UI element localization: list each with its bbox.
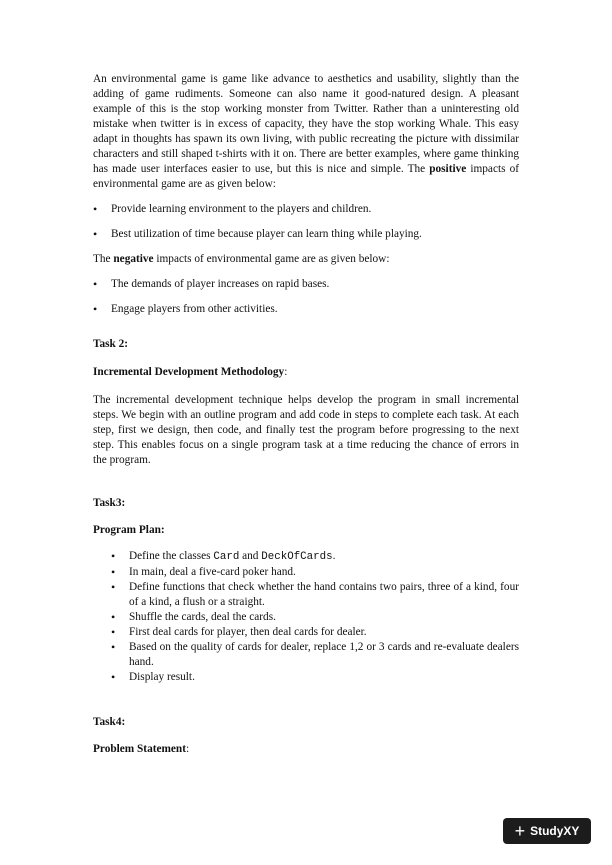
plan-item-suffix: .	[332, 550, 336, 562]
plus-icon: +	[514, 821, 526, 841]
studyxy-logo[interactable]	[503, 818, 591, 844]
task2-subheading-text: Incremental Development Methodology	[93, 366, 285, 378]
negative-intro-start: The	[93, 253, 114, 265]
task4-subheading	[93, 742, 519, 757]
task3-heading: Task3:	[93, 497, 126, 509]
list-item: • Display result.	[111, 670, 519, 685]
list-item: • Best utilization of time because player can learn thing while playing.	[93, 227, 519, 242]
task4-colon: :	[185, 743, 190, 755]
list-item: • Based on the quality of cards for dealer, replace 1,2 or 3 cards and re-evaluate dealers hand.	[111, 640, 519, 670]
plan-item-mid: and	[239, 550, 262, 562]
task4-heading: Task4:	[93, 716, 126, 728]
program-plan-list	[93, 549, 519, 685]
positive-bold: positive	[429, 163, 467, 175]
negative-intro-end: impacts of environmental game are as given below:	[153, 253, 390, 265]
intro-paragraph	[93, 72, 519, 192]
code-card: Card	[213, 551, 240, 563]
list-item	[111, 549, 519, 565]
list-item: • In main, deal a five-card poker hand.	[111, 565, 519, 580]
list-item: • Provide learning environment to the players and children.	[93, 202, 519, 217]
intro-text: An environmental game is game like advance to aesthetics and usability, slightly than the adding of game rudiments. Someone can also name it good-natured design. A pleasant example of this is the stop working monster from Twitter. Rather than a uninteresting old mistake when twitter is in excess of capacity, they have the stop working Whale. This easy adapt in thoughts has spawn its own living, with public recreating the picture with dissimilar characters and still shaped t-shirts with it on. There are better examples, where game thinking has made user interfaces easier to use, but this is nice and simple. The	[93, 73, 519, 175]
task2-heading: Task 2:	[93, 338, 129, 350]
list-item: • Shuffle the cards, deal the cards.	[111, 610, 519, 625]
document-page	[93, 72, 519, 757]
task4-subheading-text: Problem Statement	[93, 743, 186, 755]
list-item: • Engage players from other activities.	[93, 302, 519, 317]
negative-intro	[93, 252, 519, 267]
plan-item-prefix: Define the classes	[129, 550, 214, 562]
task2-colon: :	[284, 366, 288, 378]
logo-text: StudyXY	[530, 824, 580, 838]
code-deckofcards: DeckOfCards	[261, 551, 333, 563]
list-item: • First deal cards for player, then deal cards for dealer.	[111, 625, 519, 640]
negative-bold: negative	[113, 253, 154, 265]
list-item: • Define functions that check whether the hand contains two pairs, three of a kind, four of a kind, a flush or a straight.	[111, 580, 519, 610]
list-item: • The demands of player increases on rapid bases.	[93, 277, 519, 292]
task2-subheading	[93, 365, 519, 380]
intro-text-end: impacts of environmental game are as given below:	[93, 163, 519, 190]
positive-list	[93, 202, 519, 242]
negative-list	[93, 277, 519, 317]
task2-body: The incremental development technique helps develop the program in small incremental steps. We begin with an outline program and add code in steps to complete each task. At each step, first we design, then code, and finally test the program before progressing to the next step. This enables focus on a single program task at a time reducing the chance of errors in the program.	[93, 394, 519, 466]
task3-subheading: Program Plan:	[93, 524, 165, 536]
